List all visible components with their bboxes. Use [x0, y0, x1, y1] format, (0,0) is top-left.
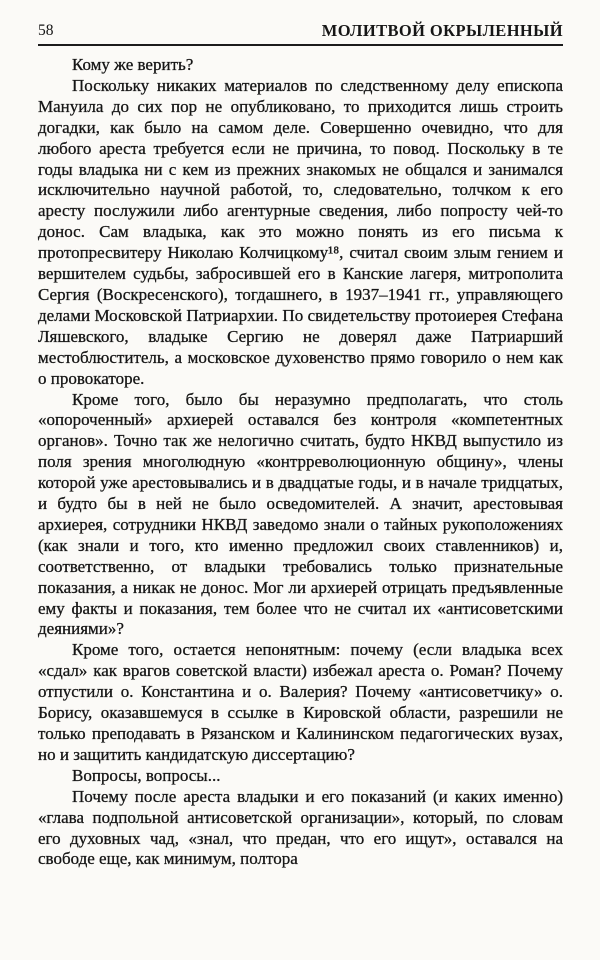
header-rule: [38, 44, 563, 46]
running-title: МОЛИТВОЙ ОКРЫЛЕННЫЙ: [321, 21, 563, 40]
page-number: 58: [38, 22, 54, 39]
paragraph-questions-questions: Вопросы, вопросы...: [72, 765, 221, 785]
page-header: [38, 22, 563, 40]
paragraph-no-materials-published: Поскольку никаких материалов по следственному делу епископа Мануила до сих пор не опубликовано, то приходится лишь строить догадки, как было на самом деле. Совершенно очевидно, что для любого ареста требуется если не причина, то повод. Поскольку в те годы владыка ни с кем из прежних знакомых не общался и занимался исключительно научной работой, то, следовательно, толчком к его аресту послужили либо агентурные сведения, либо попросту чей-то донос. Сам владыка, как это можно понять из его письма к протопресвитеру Николаю Колчицкому¹⁸, считал своим злым гением и вершителем судьбы, забросившей его в Канские лагеря, митрополита Сергия (Воскресенского), тогдашнего, в 1937–1941 гг., управляющего делами Московской Патриархии. По свидетельству протоиерея Стефана Ляшевского, владыке Сергию не доверял даже Патриарший местоблюститель, а московское духовенство прямо говорило о нем как о провокаторе.: [38, 75, 563, 388]
page-body: [38, 55, 563, 870]
paragraph-why-released: Кроме того, остается непонятным: почему (если владыка всех «сдал» как врагов советской власти) избежал ареста о. Роман? Почему отпустили о. Константина и о. Валерия? Почему «антисоветчику» о. Борису, оказавшемуся в ссылке в Кировской области, разрешили не только преподавать в Рязанском и Калининском педагогических вузах, но и защитить кандидатскую диссертацию?: [38, 640, 563, 764]
paragraph-nkvd-control: Кроме того, было бы неразумно предполагать, что столь «опороченный» архиерей оставался без контроля «компетентных органов». Точно так же нелогично считать, будто НКВД выпустило из поля зрения многолюдную «контрреволюционную общину», члены которой уже арестовывались и в двадцатые годы, и в начале тридцатых, и будто бы в ней не было осведомителей. А значит, арестовывая архиерея, сотрудники НКВД заведомо знали о тайных рукоположениях (как знали и того, кто именно предложил своих ставленников) и, соответственно, от владыки требовались только признательные показания, а никак не донос. Мог ли архиерей отрицать предъявленные ему факты и показания, тем более что не считал их «антисоветскими деяниями»?: [38, 389, 563, 639]
paragraph-after-arrest: Почему после ареста владыки и его показаний (и каких именно) «глава подпольной антисоветской организации», который, по словам его духовных чад, «знал, что предан, что его ищут», оставался на свободе еще, как минимум, полтора: [38, 786, 563, 869]
paragraph-question-whom-to-believe: Кому же верить?: [72, 55, 194, 74]
